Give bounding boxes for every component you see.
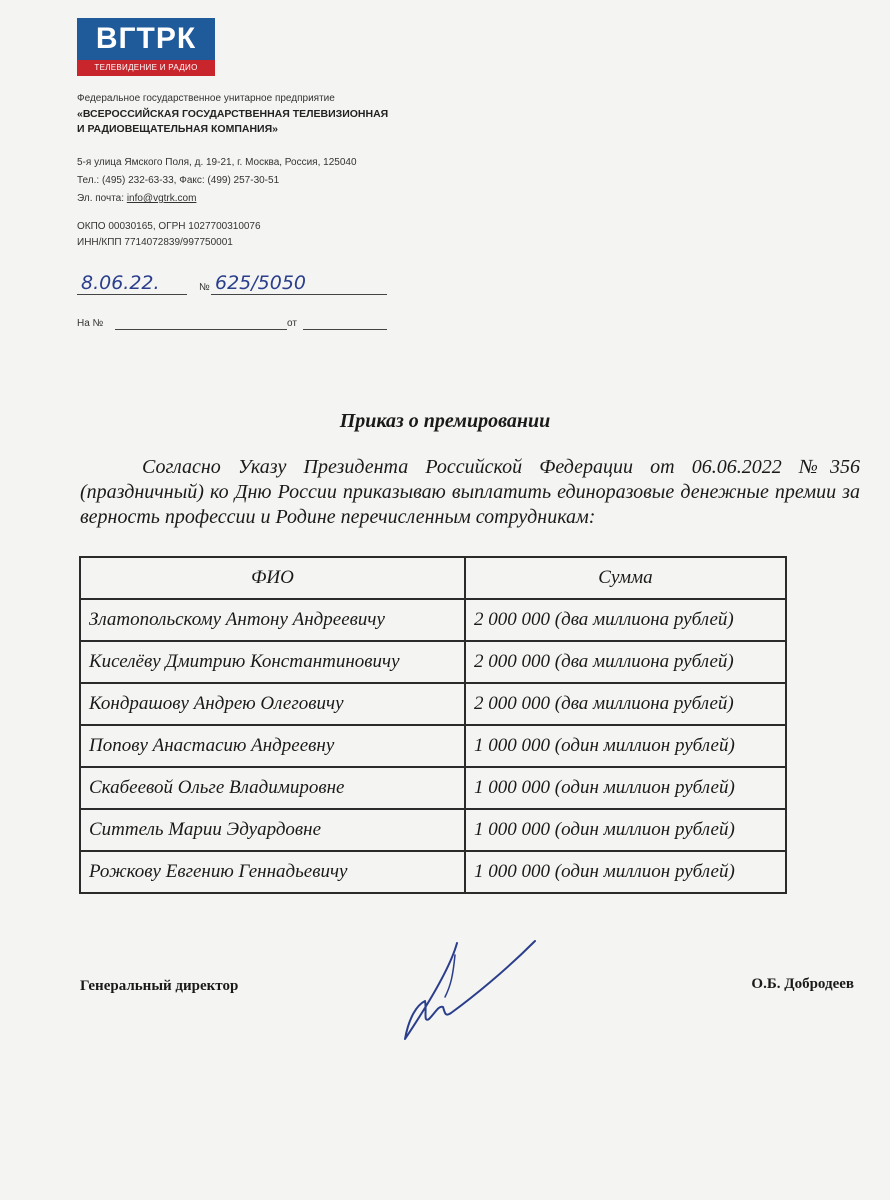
org-inn: ИНН/КПП 7714072839/997750001 <box>77 237 233 248</box>
table-row <box>80 641 786 683</box>
table-row <box>80 767 786 809</box>
employee-name: Рожкову Евгению Геннадьевичу <box>80 851 465 893</box>
reference-underline <box>115 329 287 330</box>
org-okpo: ОКПО 00030165, ОГРН 1027700310076 <box>77 221 261 232</box>
signatory-name: О.Б. Добродеев <box>751 976 854 992</box>
table-row <box>80 725 786 767</box>
award-sum: 1 000 000 (один миллион рублей) <box>465 809 786 851</box>
table-row <box>80 599 786 641</box>
document-title: Приказ о премировании <box>339 410 551 432</box>
from-underline <box>303 329 387 330</box>
date-underline <box>77 294 187 295</box>
number-underline <box>211 294 387 295</box>
document-number: 625/5050 <box>215 272 307 294</box>
award-sum: 1 000 000 (один миллион рублей) <box>465 767 786 809</box>
table-row <box>80 851 786 893</box>
org-address: 5-я улица Ямского Поля, д. 19-21, г. Москва, Россия, 125040 <box>77 157 357 168</box>
signatory-role: Генеральный директор <box>80 978 239 994</box>
logo-name: ВГТРК <box>77 18 215 60</box>
employee-name: Златопольскому Антону Андреевичу <box>80 599 465 641</box>
table-header-row <box>80 557 786 599</box>
number-label: № <box>199 282 210 293</box>
document-number-row <box>77 272 387 298</box>
order-paragraph: Согласно Указу Президента Российской Федерации от 06.06.2022 №356 (праздничный) ко Дню России приказываю выплатить единоразовые денежные премии за верность профессии и Родине перечисленным сотрудникам: <box>80 456 860 528</box>
awards-table <box>79 556 787 894</box>
employee-name: Киселёву Дмитрию Константиновичу <box>80 641 465 683</box>
employee-name: Ситтель Марии Эдуардовне <box>80 809 465 851</box>
email-link[interactable]: info@vgtrk.com <box>126 193 197 204</box>
email-label: Эл. почта: <box>77 193 127 204</box>
employee-name: Кондрашову Андрею Олеговичу <box>80 683 465 725</box>
header-sum: Сумма <box>465 557 786 599</box>
employee-name: Скабеевой Ольге Владимировне <box>80 767 465 809</box>
table-row <box>80 683 786 725</box>
from-label: от <box>287 318 297 329</box>
employee-name: Попову Анастасию Андреевну <box>80 725 465 767</box>
org-type: Федеральное государственное унитарное предприятие <box>77 93 335 104</box>
header-fio: ФИО <box>80 557 465 599</box>
org-name-line-1: «ВСЕРОССИЙСКАЯ ГОСУДАРСТВЕННАЯ ТЕЛЕВИЗИОННАЯ <box>77 108 389 120</box>
table-row <box>80 809 786 851</box>
org-phones: Тел.: (495) 232-63-33, Факс: (499) 257-30-51 <box>77 175 280 186</box>
reference-row <box>77 318 387 334</box>
reference-label: На № <box>77 318 104 329</box>
award-sum: 1 000 000 (один миллион рублей) <box>465 725 786 767</box>
logo-tagline: ТЕЛЕВИДЕНИЕ И РАДИО <box>77 60 215 76</box>
handwritten-signature <box>395 935 545 1045</box>
org-name-line-2: И РАДИОВЕЩАТЕЛЬНАЯ КОМПАНИЯ» <box>77 123 278 135</box>
org-email-line <box>77 192 196 206</box>
award-sum: 1 000 000 (один миллион рублей) <box>465 851 786 893</box>
document-date: 8.06.22. <box>81 272 160 294</box>
vgtrk-logo <box>77 18 215 76</box>
award-sum: 2 000 000 (два миллиона рублей) <box>465 641 786 683</box>
award-sum: 2 000 000 (два миллиона рублей) <box>465 683 786 725</box>
award-sum: 2 000 000 (два миллиона рублей) <box>465 599 786 641</box>
